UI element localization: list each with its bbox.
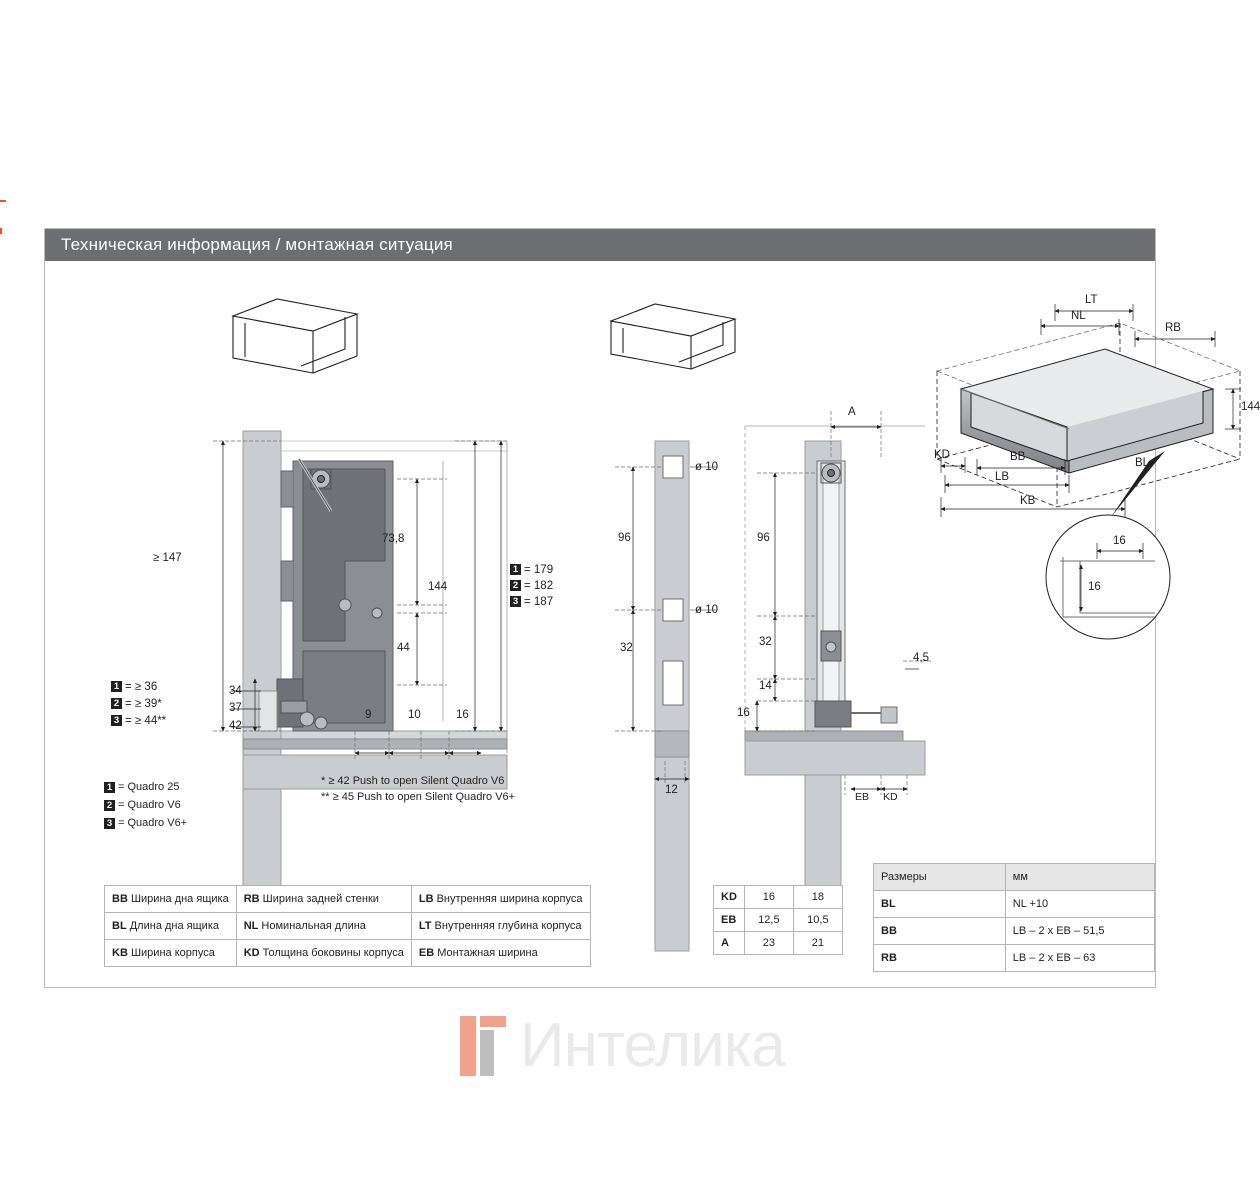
abbrev-text: Внутренняя глубина корпуса (434, 920, 582, 932)
dim-key-bl: BL (874, 891, 1006, 918)
label-37: 37 (229, 702, 242, 714)
footnote-1: * ≥ 42 Push to open Silent Quadro V6 (321, 775, 505, 787)
abbrev-text: Ширина задней стенки (262, 893, 379, 905)
footnote-2: ** ≥ 45 Push to open Silent Quadro V6+ (321, 791, 516, 803)
kd-value-2: 18 (793, 886, 842, 909)
label-detail-16-h: 16 (1113, 535, 1126, 547)
table-row (874, 918, 1155, 945)
table-row (105, 886, 591, 913)
variant-badge-3: 3 (510, 596, 521, 607)
kd-eb-a-table (713, 885, 843, 955)
label-kd-iso: KD (934, 449, 950, 461)
legend-item-2 (104, 797, 187, 813)
table-row (874, 945, 1155, 972)
watermark (460, 1006, 880, 1096)
eb-key: EB (714, 909, 745, 932)
abbrev-key: BB (112, 893, 128, 905)
min-value-1 (111, 681, 157, 693)
dim-value-rb: LB – 2 x EB – 63 (1005, 945, 1154, 972)
watermark-logo-icon (460, 1016, 506, 1076)
abbrev-cell (236, 913, 411, 940)
legend-item-1 (104, 779, 187, 795)
table-row (874, 891, 1155, 918)
label-lt: LT (1085, 294, 1098, 306)
dim-key-bb: BB (874, 918, 1006, 945)
kd-key: KD (714, 886, 745, 909)
label-height-min: ≥ 147 (153, 552, 182, 564)
variant-badge-2: 2 (510, 580, 521, 591)
crop-mark-vertical (0, 228, 2, 234)
abbrev-cell (411, 913, 590, 940)
abbrev-cell (105, 940, 237, 967)
watermark-text: Интелика (520, 1011, 785, 1080)
abbrev-cell (236, 886, 411, 913)
eb-value-2: 10,5 (793, 909, 842, 932)
abbrev-key: LB (418, 893, 434, 905)
label-32-middle: 32 (620, 642, 633, 654)
table-row (714, 932, 843, 955)
label-144-left: 144 (428, 581, 448, 593)
label-bb: BB (1010, 451, 1026, 463)
min-badge-2: 2 (111, 698, 122, 709)
abbrev-text: Длина дна ящика (129, 920, 219, 932)
abbrev-key: KD (243, 947, 260, 959)
crop-mark-horizontal (0, 200, 6, 202)
abbrev-text: Толщина боковины корпуса (262, 947, 404, 959)
legend-label-3: = Quadro V6+ (118, 817, 188, 829)
variant-legend (104, 779, 187, 833)
section-title: Техническая информация / монтажная ситуация (45, 229, 1155, 261)
label-kb: KB (1020, 495, 1036, 507)
a-value-2: 21 (793, 932, 842, 955)
label-34: 34 (229, 685, 242, 697)
legend-badge-3: 3 (104, 818, 115, 829)
abbrev-cell (411, 940, 590, 967)
dim-key-rb: RB (874, 945, 1006, 972)
dim-value-bb: LB – 2 x EB – 51,5 (1005, 918, 1154, 945)
table-row (105, 940, 591, 967)
abbrev-key: EB (418, 947, 435, 959)
dim-header-unit: мм (1005, 864, 1154, 891)
abbrev-text: Монтажная ширина (437, 947, 538, 959)
label-bl: BL (1135, 457, 1150, 469)
min-3-text: = ≥ 44** (125, 715, 167, 727)
dim-value-bl: NL +10 (1005, 891, 1154, 918)
min-value-2 (111, 698, 162, 710)
label-42: 42 (229, 720, 242, 732)
abbrev-key: BL (112, 920, 127, 932)
min-2-text: = ≥ 39* (125, 698, 162, 710)
label-lb: LB (995, 471, 1010, 483)
variant-badge-1: 1 (510, 564, 521, 575)
label-14: 14 (759, 680, 772, 692)
label-nl: NL (1071, 310, 1086, 322)
abbrev-key: LT (418, 920, 432, 932)
dimensions-table (873, 863, 1155, 972)
min-badge-1: 1 (111, 681, 122, 692)
dim-header-label: Размеры (874, 864, 1006, 891)
legend-label-1: = Quadro 25 (118, 781, 180, 793)
eb-value-1: 12,5 (744, 909, 793, 932)
label-12: 12 (665, 784, 678, 796)
table-row (105, 913, 591, 940)
min-value-3 (111, 715, 166, 727)
min-badge-3: 3 (111, 715, 122, 726)
a-key: A (714, 932, 745, 955)
label-32-right: 32 (759, 636, 772, 648)
abbrev-cell (411, 886, 590, 913)
variant-3-text: = 187 (524, 596, 554, 608)
legend-badge-2: 2 (104, 800, 115, 811)
label-144-iso: 144 (1241, 401, 1260, 413)
kd-value-1: 16 (744, 886, 793, 909)
footnotes (321, 773, 515, 805)
abbrev-cell (236, 940, 411, 967)
label-10: 10 (408, 709, 421, 721)
label-a-dim: A (848, 406, 856, 418)
legend-badge-1: 1 (104, 782, 115, 793)
label-16-right: 16 (737, 707, 750, 719)
variant-1-text: = 179 (524, 564, 554, 576)
label-hole-1: ø 10 (695, 461, 719, 473)
min-1-text: = ≥ 36 (125, 681, 158, 693)
label-9: 9 (365, 709, 372, 721)
label-hole-2: ø 10 (695, 604, 719, 616)
abbreviation-table (104, 885, 591, 967)
label-kd: KD (883, 791, 898, 803)
abbrev-text: Ширина дна ящика (130, 893, 229, 905)
abbrev-key: RB (243, 893, 260, 905)
label-eb: EB (855, 791, 870, 803)
label-4-5: 4,5 (913, 652, 929, 664)
abbrev-key: NL (243, 920, 259, 932)
table-header-row (874, 864, 1155, 891)
table-row (714, 886, 843, 909)
label-detail-16-v: 16 (1088, 581, 1101, 593)
abbrev-text: Внутренняя ширина корпуса (436, 893, 583, 905)
legend-item-3 (104, 815, 187, 831)
variant-1-value (510, 564, 553, 576)
a-value-1: 23 (744, 932, 793, 955)
abbrev-cell (105, 913, 237, 940)
label-44: 44 (397, 642, 410, 654)
abbrev-text: Номинальная длина (261, 920, 366, 932)
label-96-right: 96 (757, 532, 770, 544)
label-73-8: 73,8 (382, 533, 405, 545)
technical-drawing (45, 261, 1260, 1080)
label-96-middle: 96 (618, 532, 631, 544)
variant-2-text: = 182 (524, 580, 554, 592)
legend-label-2: = Quadro V6 (118, 799, 181, 811)
variant-3-value (510, 596, 553, 608)
abbrev-cell (105, 886, 237, 913)
label-16-left: 16 (456, 709, 469, 721)
label-rb: RB (1165, 322, 1181, 334)
abbrev-key: KB (112, 947, 128, 959)
variant-2-value (510, 580, 553, 592)
table-row (714, 909, 843, 932)
abbrev-text: Ширина корпуса (130, 947, 215, 959)
